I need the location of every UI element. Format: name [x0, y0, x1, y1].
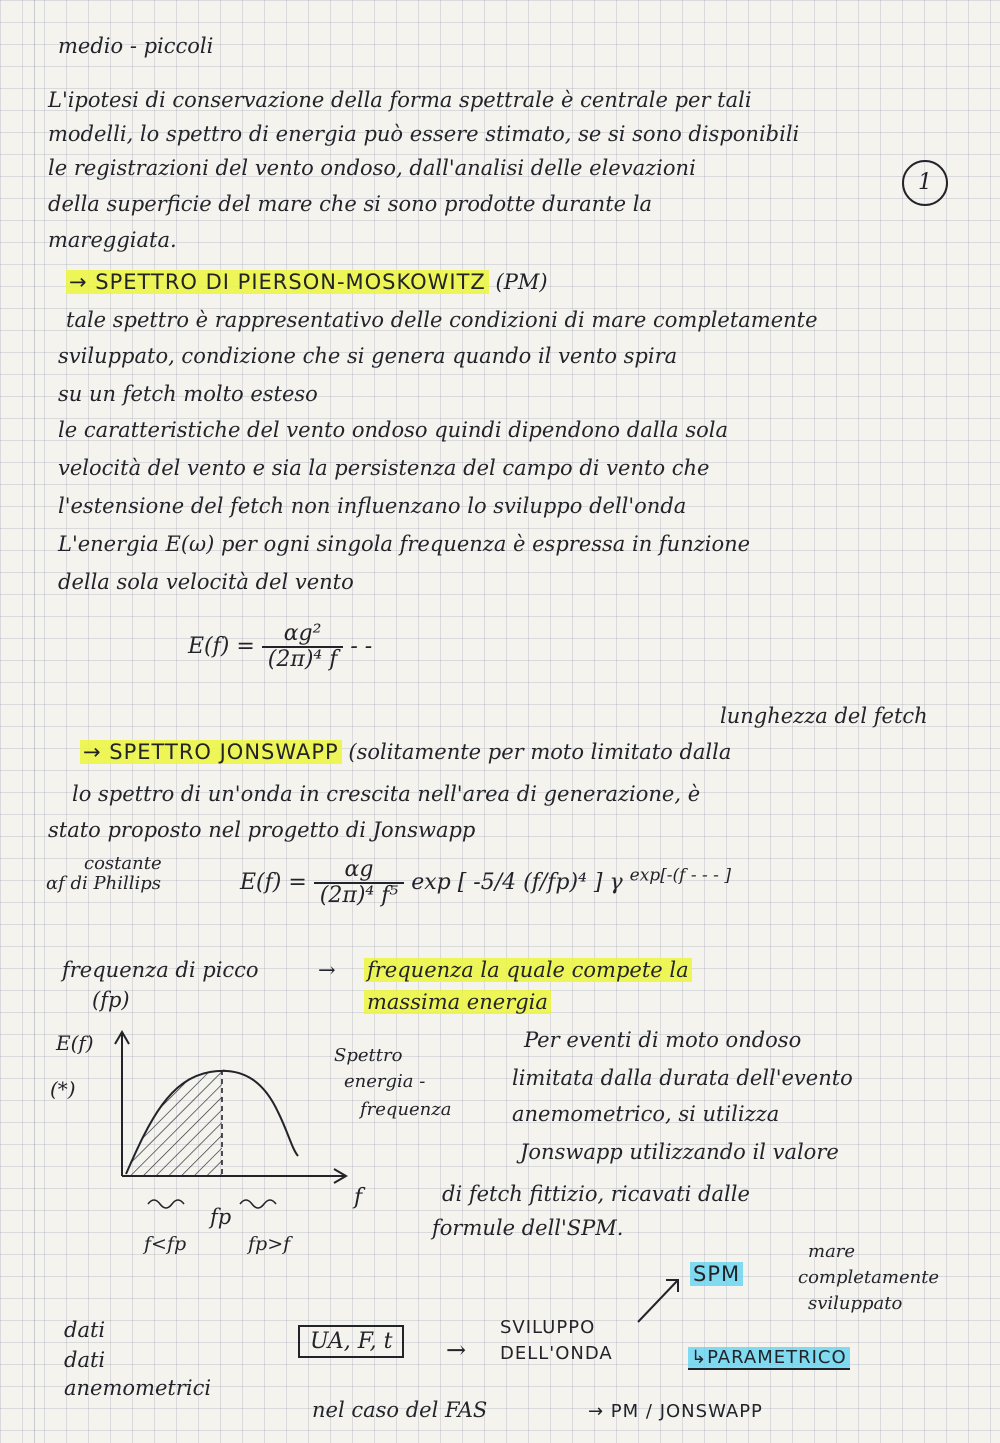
jonswap-formula-exp: exp: [411, 870, 451, 895]
sviluppo-2: DELL'ONDA: [500, 1343, 613, 1364]
spectrum-sketch: [40, 1024, 380, 1264]
jonswap-line-2: stato proposto nel progetto di Jonswapp: [48, 818, 476, 842]
p1-line-3: le registrazioni del vento ondoso, dall'analisi delle elevazioni: [48, 156, 696, 180]
pm-formula-tail: - -: [350, 634, 373, 659]
pm-line-7: L'energia E(ω) per ogni singola frequenza è espressa in funzione: [58, 532, 751, 556]
pm-abbr: (PM): [495, 270, 548, 294]
pm-formula-numerator: αg²: [262, 622, 344, 648]
pm-line-1: tale spettro è rappresentativo delle condizioni di mare completamente: [66, 308, 818, 332]
graph-right-label: fp>f: [248, 1233, 291, 1255]
spm-tag-text: SPM: [690, 1262, 743, 1286]
phillips-label-1: costante: [84, 853, 162, 874]
event-note-5: di fetch fittizio, ricavati dalle: [442, 1182, 750, 1206]
curve-label-3: frequenza: [360, 1099, 452, 1120]
jonswap-formula-gamma-exp: exp[-(f - - - ]: [629, 865, 731, 886]
pm-line-4: le caratteristiche del vento ondoso quindi dipendono dalla sola: [58, 418, 729, 442]
peak-def-1: [364, 958, 692, 982]
graph-star: (*): [50, 1077, 76, 1101]
jonswap-formula-gamma: γ: [609, 870, 623, 895]
pm-line-6: l'estensione del fetch non influenzano lo sviluppo dell'onda: [58, 494, 687, 518]
spm-arrow: [630, 1270, 690, 1330]
parametrico: [688, 1346, 850, 1370]
parametrico-text: ↳PARAMETRICO: [688, 1347, 850, 1370]
fetch-note: lunghezza del fetch: [720, 704, 928, 728]
input-box-text: UA, F, t: [298, 1325, 404, 1358]
right-brace: [240, 1200, 276, 1208]
curve-label-2: energia -: [344, 1071, 426, 1092]
bottom-arrow: →: [446, 1336, 467, 1364]
jonswap-line-1: lo spettro di un'onda in crescita nell'area di generazione, è: [72, 782, 701, 806]
curve-label-1: Spettro: [334, 1045, 403, 1066]
event-note-6: formule dell'SPM.: [432, 1216, 624, 1240]
sviluppo-1: SVILUPPO: [500, 1317, 596, 1338]
graph-y-label: E(f): [56, 1031, 94, 1055]
p1-line-5: mareggiata.: [48, 228, 177, 252]
fas-label: nel caso del FAS: [312, 1398, 488, 1422]
pm-formula-fraction: [262, 622, 344, 672]
jonswap-formula-numerator: αg: [314, 858, 404, 884]
jonswap-title-text: → SPETTRO JONSWAPP: [80, 740, 342, 764]
pm-line-5: velocità del vento e sia la persistenza del campo di vento che: [58, 456, 710, 480]
jonswap-formula-lhs: E(f) =: [240, 870, 307, 895]
peak-symbol: (fp): [92, 988, 130, 1012]
pm-title: [66, 270, 548, 294]
pm-line-3: su un fetch molto esteso: [58, 382, 318, 406]
event-note-3: anemometrico, si utilizza: [512, 1102, 780, 1126]
spm-note-1: mare: [808, 1241, 856, 1262]
circled-number: 1: [902, 160, 948, 206]
peak-def-2-text: massima energia: [364, 990, 551, 1014]
jonswap-formula-bracket: [ -5/4 (f/fp)⁴ ]: [457, 870, 603, 895]
jonswap-title: [80, 740, 731, 764]
input-box: [298, 1330, 404, 1354]
dati-2: dati: [64, 1348, 106, 1372]
jonswap-formula: [240, 858, 731, 908]
dati-3: anemometrici: [64, 1376, 212, 1400]
peak-def-1-text: frequenza la quale compete la: [364, 958, 692, 982]
spm-note-2: completamente: [798, 1267, 940, 1288]
page-heading: medio - piccoli: [58, 34, 214, 58]
peak-arrow: →: [318, 958, 336, 982]
phillips-label-2: αf di Phillips: [46, 873, 162, 894]
pm-formula-lhs: E(f) =: [188, 634, 255, 659]
left-brace: [148, 1200, 184, 1208]
p1-line-4: della superficie del mare che si sono prodotte durante la: [48, 192, 652, 216]
p1-line-1: L'ipotesi di conservazione della forma spettrale è centrale per tali: [48, 88, 752, 112]
peak-label: frequenza di picco: [62, 958, 259, 982]
pm-title-text: → SPETTRO DI PIERSON-MOSKOWITZ: [66, 270, 489, 294]
margin-line: [34, 0, 35, 1443]
graph-fp-label: fp: [210, 1205, 232, 1229]
pm-line-2: sviluppato, condizione che si genera quando il vento spira: [58, 344, 678, 368]
event-note-1: Per eventi di moto ondoso: [524, 1028, 802, 1052]
p1-line-2: modelli, lo spettro di energia può essere stimato, se si sono disponibili: [48, 122, 800, 146]
dati-1: dati: [64, 1318, 106, 1342]
hatched-area: [126, 1069, 226, 1176]
pm-formula-denominator: (2π)⁴ f: [267, 647, 338, 672]
fas-result: → PM / JONSWAPP: [588, 1401, 763, 1422]
peak-def-2: [364, 990, 551, 1014]
spm-tag: [690, 1262, 743, 1286]
graph-left-label: f<fp: [144, 1233, 187, 1255]
pm-formula: [188, 622, 372, 672]
jonswap-subtitle: (solitamente per moto limitato dalla: [348, 740, 732, 764]
graph-x-label: f: [354, 1185, 363, 1210]
spm-note-3: sviluppato: [808, 1293, 903, 1314]
event-note-2: limitata dalla durata dell'evento: [512, 1066, 853, 1090]
jonswap-formula-fraction: [314, 858, 404, 908]
jonswap-formula-denominator: (2π)⁴ f⁵: [319, 883, 399, 908]
pm-line-8: della sola velocità del vento: [58, 570, 354, 594]
event-note-4: Jonswapp utilizzando il valore: [520, 1140, 839, 1164]
